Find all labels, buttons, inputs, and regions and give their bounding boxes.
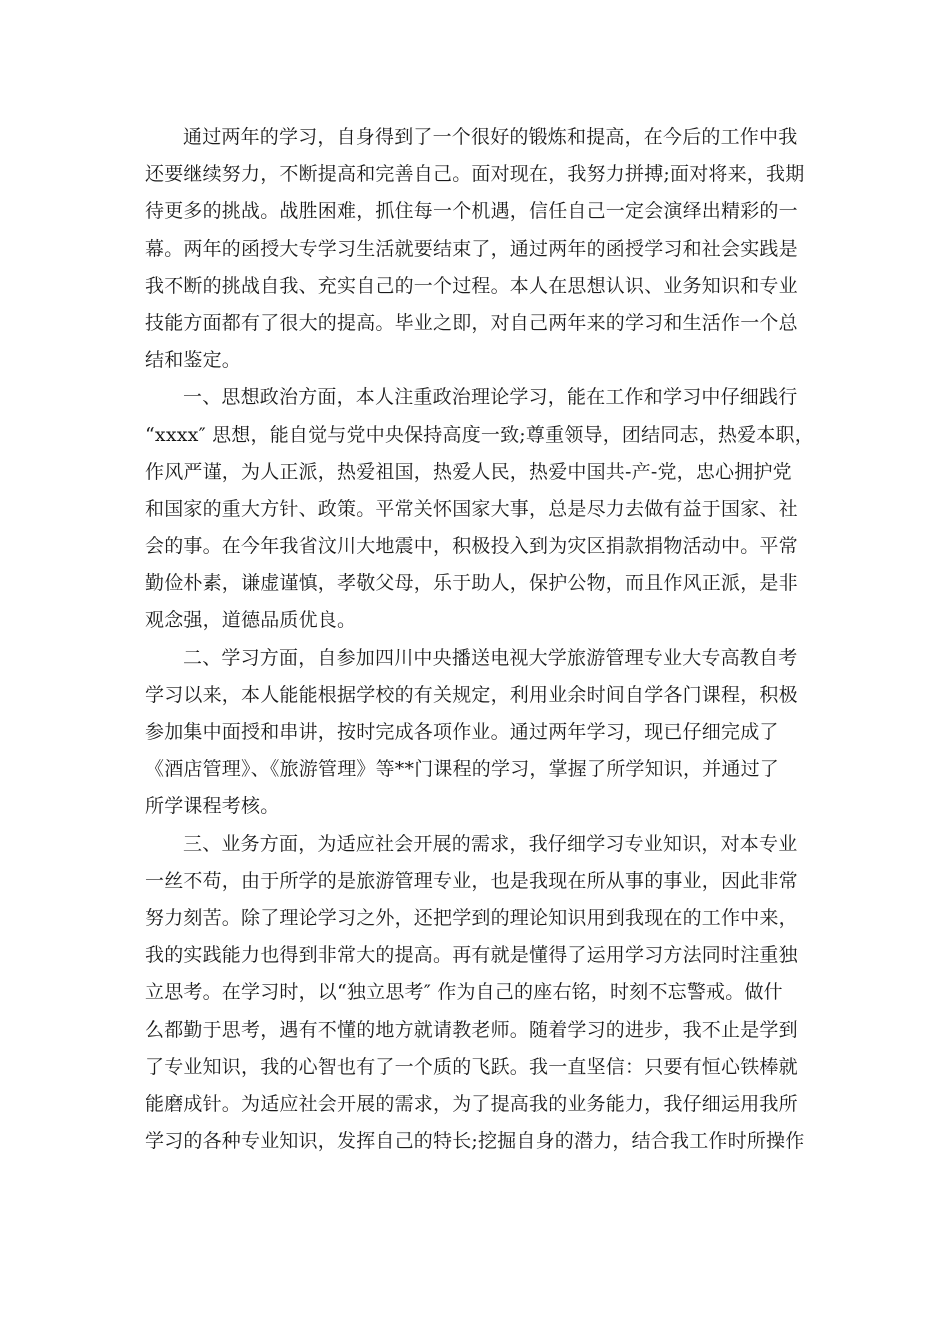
- paragraph-4-line-2: 一丝不苟，由于所学的是旅游管理专业，也是我现在所从事的事业，因此非常: [145, 869, 798, 892]
- paragraph-3-line-4: 《酒店管理》、《旅游管理》等**门课程的学习，掌握了所学知识，并通过了: [145, 758, 780, 781]
- paragraph-2-line-2: “xxxx″ 思想，能自觉与党中央保持高度一致;尊重领导，团结同志，热爱本职，: [145, 423, 814, 446]
- paragraph-2-line-7: 观念强，道德品质优良。: [145, 609, 357, 632]
- paragraph-1-line-1: 通过两年的学习，自身得到了一个很好的锻炼和提高，在今后的工作中我: [183, 126, 798, 148]
- paragraph-2-line-1: 一、思想政治方面，本人注重政治理论学习，能在工作和学习中仔细践行: [183, 386, 798, 409]
- paragraph-2-line-3: 作风严谨，为人正派，热爱祖国，热爱人民，热爱中国共-产-党，忠心拥护党: [145, 460, 792, 483]
- paragraph-1-line-6: 技能方面都有了很大的提高。毕业之即，对自己两年来的学习和生活作一个总: [145, 311, 798, 334]
- paragraph-2-line-6: 勤俭朴素，谦虚谨慎，孝敬父母，乐于助人，保护公物，而且作风正派，是非: [145, 572, 798, 595]
- paragraph-4-line-5: 立思考。在学习时，以“独立思考″ 作为自己的座右铭，时刻不忘警戒。做什: [145, 981, 783, 1004]
- paragraph-4-line-3: 努力刻苦。除了理论学习之外，还把学到的理论知识用到我现在的工作中来，: [145, 906, 798, 929]
- paragraph-4-line-1: 三、业务方面，为适应社会开展的需求，我仔细学习专业知识，对本专业: [183, 832, 798, 855]
- paragraph-1-line-2: 还要继续努力，不断提高和完善自己。面对现在，我努力拼搏;面对将来，我期: [145, 163, 805, 186]
- paragraph-2-line-5: 会的事。在今年我省汶川大地震中，积极投入到为灾区捐款捐物活动中。平常: [145, 535, 798, 558]
- paragraph-3-line-3: 参加集中面授和串讲，按时完成各项作业。通过两年学习，现已仔细完成了: [145, 721, 779, 743]
- paragraph-4-line-6: 么都勤于思考，遇有不懂的地方就请教老师。随着学习的进步，我不止是学到: [145, 1018, 798, 1041]
- paragraph-3-line-5: 所学课程考核。: [145, 795, 280, 818]
- paragraph-3-line-2: 学习以来，本人能能根据学校的有关规定，利用业余时间自学各门课程，积极: [145, 683, 798, 706]
- paragraph-4-line-8: 能磨成针。为适应社会开展的需求，为了提高我的业务能力，我仔细运用我所: [145, 1092, 798, 1115]
- paragraph-1-line-5: 我不断的挑战自我、充实自己的一个过程。本人在思想认识、业务知识和专业: [145, 274, 798, 297]
- document-body: [145, 119, 814, 1160]
- paragraph-1-line-4: 幕。两年的函授大专学习生活就要结束了，通过两年的函授学习和社会实践是: [145, 237, 798, 260]
- paragraph-2-line-4: 和国家的重大方针、政策。平常关怀国家大事，总是尽力去做有益于国家、社: [145, 497, 798, 520]
- paragraph-4-line-7: 了专业知识，我的心智也有了一个质的飞跃。我一直坚信：只要有恒心铁棒就: [145, 1055, 798, 1078]
- paragraph-1-line-3: 待更多的挑战。战胜困难，抓住每一个机遇，信任自己一定会演绎出精彩的一: [145, 200, 798, 223]
- paragraph-3-line-1: 二、学习方面，自参加四川中央播送电视大学旅游管理专业大专高教自考: [183, 646, 798, 669]
- paragraph-4-line-9: 学习的各种专业知识，发挥自己的特长;挖掘自身的潜力，结合我工作时所操作: [145, 1130, 805, 1153]
- paragraph-1-line-7: 结和鉴定。: [145, 349, 242, 372]
- paragraph-4-line-4: 我的实践能力也得到非常大的提高。再有就是懂得了运用学习方法同时注重独: [145, 944, 798, 967]
